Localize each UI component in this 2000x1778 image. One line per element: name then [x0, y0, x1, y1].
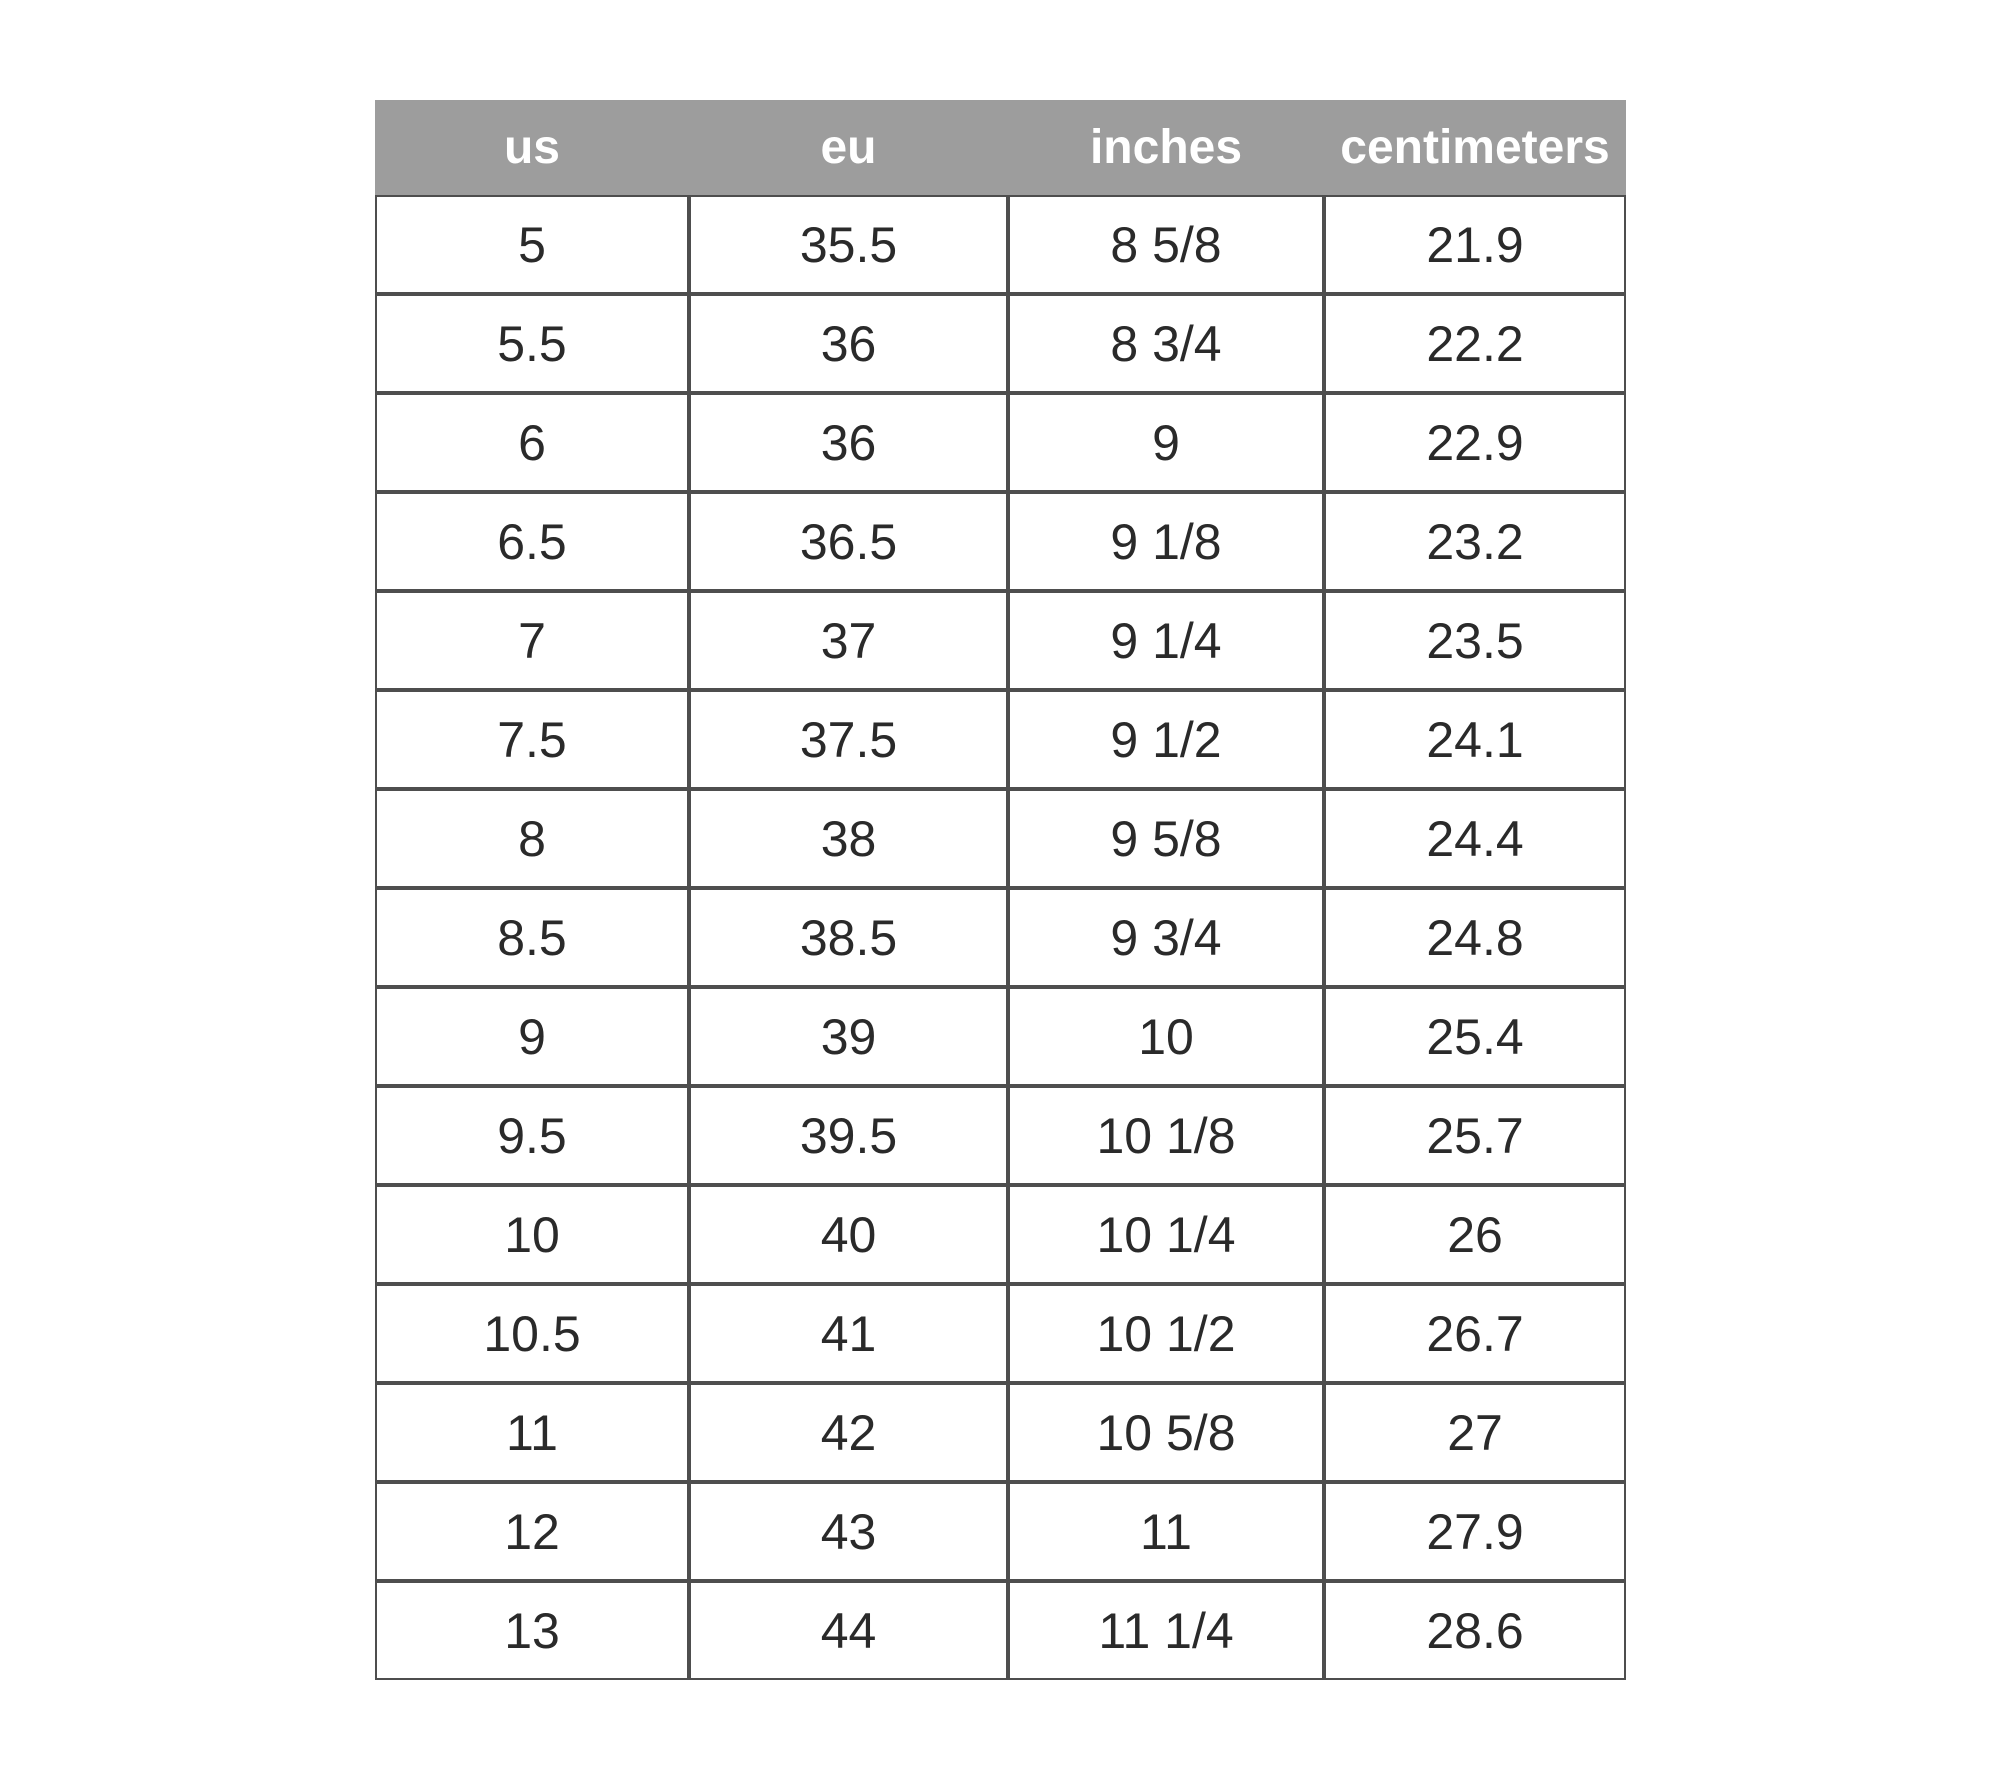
header-cell-centimeters: centimeters [1324, 100, 1626, 195]
table-row [375, 1185, 1626, 1284]
cell-eu: 39 [689, 987, 1008, 1086]
cell-inches: 10 5/8 [1008, 1383, 1324, 1482]
cell-inches: 10 1/8 [1008, 1086, 1324, 1185]
cell-centimeters: 28.6 [1324, 1581, 1626, 1680]
table-row [375, 987, 1626, 1086]
cell-inches: 9 [1008, 393, 1324, 492]
cell-us: 11 [375, 1383, 689, 1482]
table-row [375, 888, 1626, 987]
cell-inches: 10 1/2 [1008, 1284, 1324, 1383]
cell-eu: 38.5 [689, 888, 1008, 987]
cell-centimeters: 24.4 [1324, 789, 1626, 888]
cell-centimeters: 26 [1324, 1185, 1626, 1284]
cell-us: 13 [375, 1581, 689, 1680]
cell-centimeters: 22.9 [1324, 393, 1626, 492]
cell-inches: 9 1/2 [1008, 690, 1324, 789]
cell-eu: 43 [689, 1482, 1008, 1581]
table-row [375, 393, 1626, 492]
cell-centimeters: 22.2 [1324, 294, 1626, 393]
cell-centimeters: 24.1 [1324, 690, 1626, 789]
table-header-row [375, 100, 1626, 195]
table-row [375, 294, 1626, 393]
table-row [375, 690, 1626, 789]
cell-eu: 40 [689, 1185, 1008, 1284]
cell-eu: 44 [689, 1581, 1008, 1680]
cell-us: 10.5 [375, 1284, 689, 1383]
cell-eu: 37 [689, 591, 1008, 690]
cell-eu: 36 [689, 393, 1008, 492]
cell-us: 6 [375, 393, 689, 492]
cell-inches: 8 3/4 [1008, 294, 1324, 393]
cell-inches: 11 [1008, 1482, 1324, 1581]
size-chart-table [375, 100, 1626, 1680]
table-row [375, 1482, 1626, 1581]
size-chart-body [375, 195, 1626, 1680]
header-cell-inches: inches [1008, 100, 1324, 195]
table-row [375, 1383, 1626, 1482]
cell-inches: 10 1/4 [1008, 1185, 1324, 1284]
cell-us: 12 [375, 1482, 689, 1581]
cell-eu: 35.5 [689, 195, 1008, 294]
cell-eu: 36 [689, 294, 1008, 393]
cell-us: 8 [375, 789, 689, 888]
header-cell-us: us [375, 100, 689, 195]
cell-eu: 39.5 [689, 1086, 1008, 1185]
cell-us: 5.5 [375, 294, 689, 393]
cell-eu: 37.5 [689, 690, 1008, 789]
cell-centimeters: 27.9 [1324, 1482, 1626, 1581]
cell-us: 10 [375, 1185, 689, 1284]
table-row [375, 492, 1626, 591]
cell-centimeters: 23.5 [1324, 591, 1626, 690]
cell-eu: 36.5 [689, 492, 1008, 591]
cell-inches: 9 3/4 [1008, 888, 1324, 987]
cell-inches: 9 1/8 [1008, 492, 1324, 591]
cell-us: 7.5 [375, 690, 689, 789]
cell-centimeters: 25.7 [1324, 1086, 1626, 1185]
table-row [375, 1086, 1626, 1185]
cell-inches: 11 1/4 [1008, 1581, 1324, 1680]
cell-centimeters: 21.9 [1324, 195, 1626, 294]
cell-inches: 10 [1008, 987, 1324, 1086]
cell-centimeters: 26.7 [1324, 1284, 1626, 1383]
cell-us: 6.5 [375, 492, 689, 591]
cell-centimeters: 25.4 [1324, 987, 1626, 1086]
table-row [375, 789, 1626, 888]
size-chart-container [375, 100, 1626, 1680]
cell-eu: 38 [689, 789, 1008, 888]
cell-centimeters: 27 [1324, 1383, 1626, 1482]
table-row [375, 1284, 1626, 1383]
cell-us: 5 [375, 195, 689, 294]
cell-us: 9.5 [375, 1086, 689, 1185]
cell-eu: 42 [689, 1383, 1008, 1482]
cell-us: 9 [375, 987, 689, 1086]
table-row [375, 195, 1626, 294]
cell-eu: 41 [689, 1284, 1008, 1383]
cell-centimeters: 23.2 [1324, 492, 1626, 591]
cell-centimeters: 24.8 [1324, 888, 1626, 987]
cell-inches: 9 5/8 [1008, 789, 1324, 888]
table-row [375, 591, 1626, 690]
cell-us: 8.5 [375, 888, 689, 987]
cell-us: 7 [375, 591, 689, 690]
table-row [375, 1581, 1626, 1680]
cell-inches: 8 5/8 [1008, 195, 1324, 294]
header-cell-eu: eu [689, 100, 1008, 195]
cell-inches: 9 1/4 [1008, 591, 1324, 690]
